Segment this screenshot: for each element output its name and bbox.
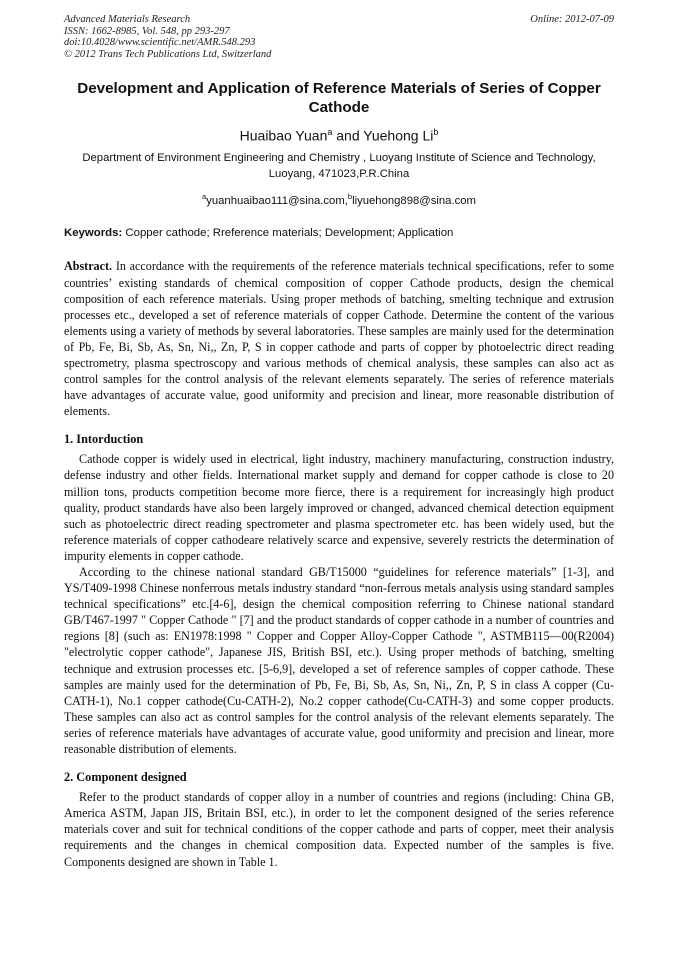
abstract-label: Abstract. [64,259,113,274]
section-1-paragraph-2: According to the chinese national standard GB/T15000 “guidelines for reference materials” [1-3], and YS/T409-1998 Chinese nonferrous metals industry standard “non-ferrous metals analysis using standard samples technical specifications” etc.[4-6], design the chemical composition referring to Chinese national standard GB/T467-1997 " Copper Cathode " [7] and the product standards of copper cathode in a number of countries and regions [8] (such as: EN1978:1998 " Copper and Copper Alloy-Copper Cathode ", ASTMB115—00(R2004) "electrolytic copper cathode", Japanese JIS, British BSI, etc.). Using proper methods of batching, smelting technique and extrusion processes etc. [5-6,9], developed a set of reference samples of copper cathode. These samples are mainly used for the determination of Pb, Fe, Bi, Sb, As, Sn, Ni,, Zn, P, S in class A copper (Cu-CATH-1), No.1 copper cathode(Cu-CATH-2), No.2 copper cathode(Cu-CATH-3) and some copper products. These samples can also act as control samples for the control analysis of the relevant elements separately. The series of reference materials have advantages of accurate value, good uniformity and precision and linear, more reasonable distribution of elements. [64,565,614,757]
author-2-affil-mark: b [433,127,439,137]
abstract-text: In accordance with the requirements of the reference materials technical specifications, refer to some countries’ existing standards of chemical composition of copper Cathode products, design the chemical composition of each reference materials. Using proper methods of batching, smelting technique and extrusion processes etc., developed a set of reference materials of copper Cathode. Determine the content of the various elements using a variety of methods by several laboratories. These samples are mainly used for the determination of Pb, Fe, Bi, Sb, As, Sn, Ni,, Zn, P, S in copper cathode and parts of copper by photoelectric direct reading spectrometry, plasma spectroscopy and various methods of chemical analysis, these samples can also act as control samples for the control analysis of the relevant elements separately. The series of reference materials have advantages of accurate value, good uniformity and precision and linear, more reasonable distribution of elements. [64,259,614,419]
section-1-paragraph-1: Cathode copper is widely used in electrical, light industry, machinery manufacturing, construction industry, defense industry and other fields. International market supply and demand for copper cathode is close to 20 million tons, products competition become more fierce, there is a requirement for increasingly high product quality, product standards have also been largely improved or changed, advanced chemical detection equipment such as photoelectric direct reading spectrometer and plasma spectrometer etc. has been widely used, but the reference materials of copper cathodeare relatively scarce and expensive, severely restricts the determination of impurity elements in copper cathode. [64,452,614,563]
journal-header [64,14,614,60]
paper-title: Development and Application of Reference Materials of Series of Copper Cathode [77,80,601,116]
email-a: yuanhuaibao111@sina.com, [206,194,348,207]
email-b-mark: b [347,191,353,201]
author-1: Huaibao Yuan [239,127,328,144]
abstract [64,258,614,419]
section-2-body [64,789,614,869]
paper-page [64,14,614,870]
author-2: Yuehong Li [363,127,434,144]
author-conjunction: and [332,127,364,144]
author-1-affil-mark: a [327,127,333,137]
issn-line: ISSN: 1662-8985, Vol. 548, pp 293-297 [64,25,230,37]
section-2-paragraph-1: Refer to the product standards of copper alloy in a number of countries and regions (including: China GB, America ASTM, Japan JIS, Britain BSI, etc.), in order to let the component designed of the series reference materials cover and suit for technical conditions of the copper cathode and parts of copper, meet their analysis requirements and the changes in chemical composition data. Expected number of the samples is five. Components designed are shown in Table 1. [64,790,614,869]
keywords-text: Copper cathode; Rreference materials; Development; Application [122,227,454,240]
email-a-mark: a [202,191,207,201]
doi-line: doi:10.4028/www.scientific.net/AMR.548.293 [64,37,256,48]
email-b: liyuehong898@sina.com [352,194,476,207]
journal-name: Advanced Materials Research [64,14,191,25]
keywords-label: Keywords: [64,227,123,240]
copyright-line: © 2012 Trans Tech Publications Ltd, Switzerland [64,48,272,60]
online-date: Online: 2012-07-09 [530,14,614,25]
section-1-body [64,451,614,757]
section-2-heading: 2. Component designed [64,770,187,785]
affiliation: Department of Environment Engineering and Chemistry , Luoyang Institute of Science and Technology, Luoyang, 471023,P.R.China [82,151,596,180]
author-line [64,123,614,145]
email-line [64,189,614,209]
keywords [64,226,614,241]
section-1-heading: 1. Intorduction [64,432,144,447]
